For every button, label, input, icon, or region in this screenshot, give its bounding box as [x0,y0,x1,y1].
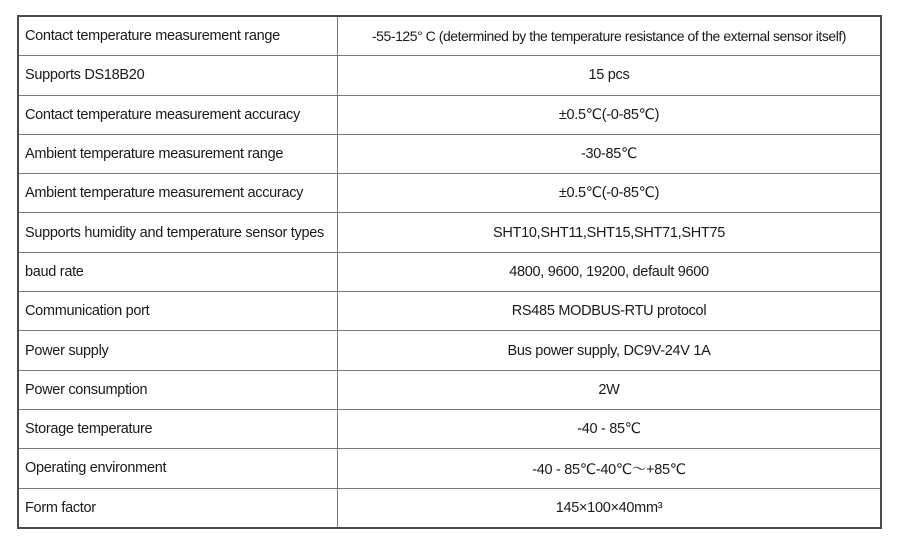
spec-value: ±0.5℃(-0-85℃) [338,95,882,134]
spec-table [17,15,882,529]
spec-parameter: Ambient temperature measurement accuracy [18,174,338,213]
spec-parameter: baud rate [18,252,338,291]
spec-value: -40 - 85℃ [338,409,882,448]
table-row [18,174,881,213]
spec-parameter: Contact temperature measurement accuracy [18,95,338,134]
table-row [18,95,881,134]
table-row [18,292,881,331]
spec-parameter: Supports DS18B20 [18,56,338,95]
table-row [18,370,881,409]
table-row [18,134,881,173]
spec-value: -40 - 85℃-40℃～+85℃ [338,449,882,488]
table-row [18,449,881,488]
spec-value: Bus power supply, DC9V-24V 1A [338,331,882,370]
spec-parameter: Operating environment [18,449,338,488]
spec-parameter: Power supply [18,331,338,370]
spec-value: 2W [338,370,882,409]
spec-parameter: Power consumption [18,370,338,409]
table-row [18,16,881,56]
spec-parameter: Contact temperature measurement range [18,16,338,56]
spec-parameter: Form factor [18,488,338,528]
table-row [18,252,881,291]
spec-value: 145×100×40mm³ [338,488,882,528]
spec-value: 4800, 9600, 19200, default 9600 [338,252,882,291]
spec-value: 15 pcs [338,56,882,95]
spec-parameter: Storage temperature [18,409,338,448]
table-row [18,56,881,95]
spec-value: -55-125° C (determined by the temperature resistance of the external sensor itself) [338,16,882,56]
spec-parameter: Supports humidity and temperature sensor types [18,213,338,252]
spec-value: SHT10,SHT11,SHT15,SHT71,SHT75 [338,213,882,252]
spec-value: -30-85℃ [338,134,882,173]
table-row [18,488,881,528]
spec-value: ±0.5℃(-0-85℃) [338,174,882,213]
spec-parameter: Communication port [18,292,338,331]
table-row [18,409,881,448]
spec-value: RS485 MODBUS-RTU protocol [338,292,882,331]
table-row [18,331,881,370]
table-row [18,213,881,252]
spec-parameter: Ambient temperature measurement range [18,134,338,173]
